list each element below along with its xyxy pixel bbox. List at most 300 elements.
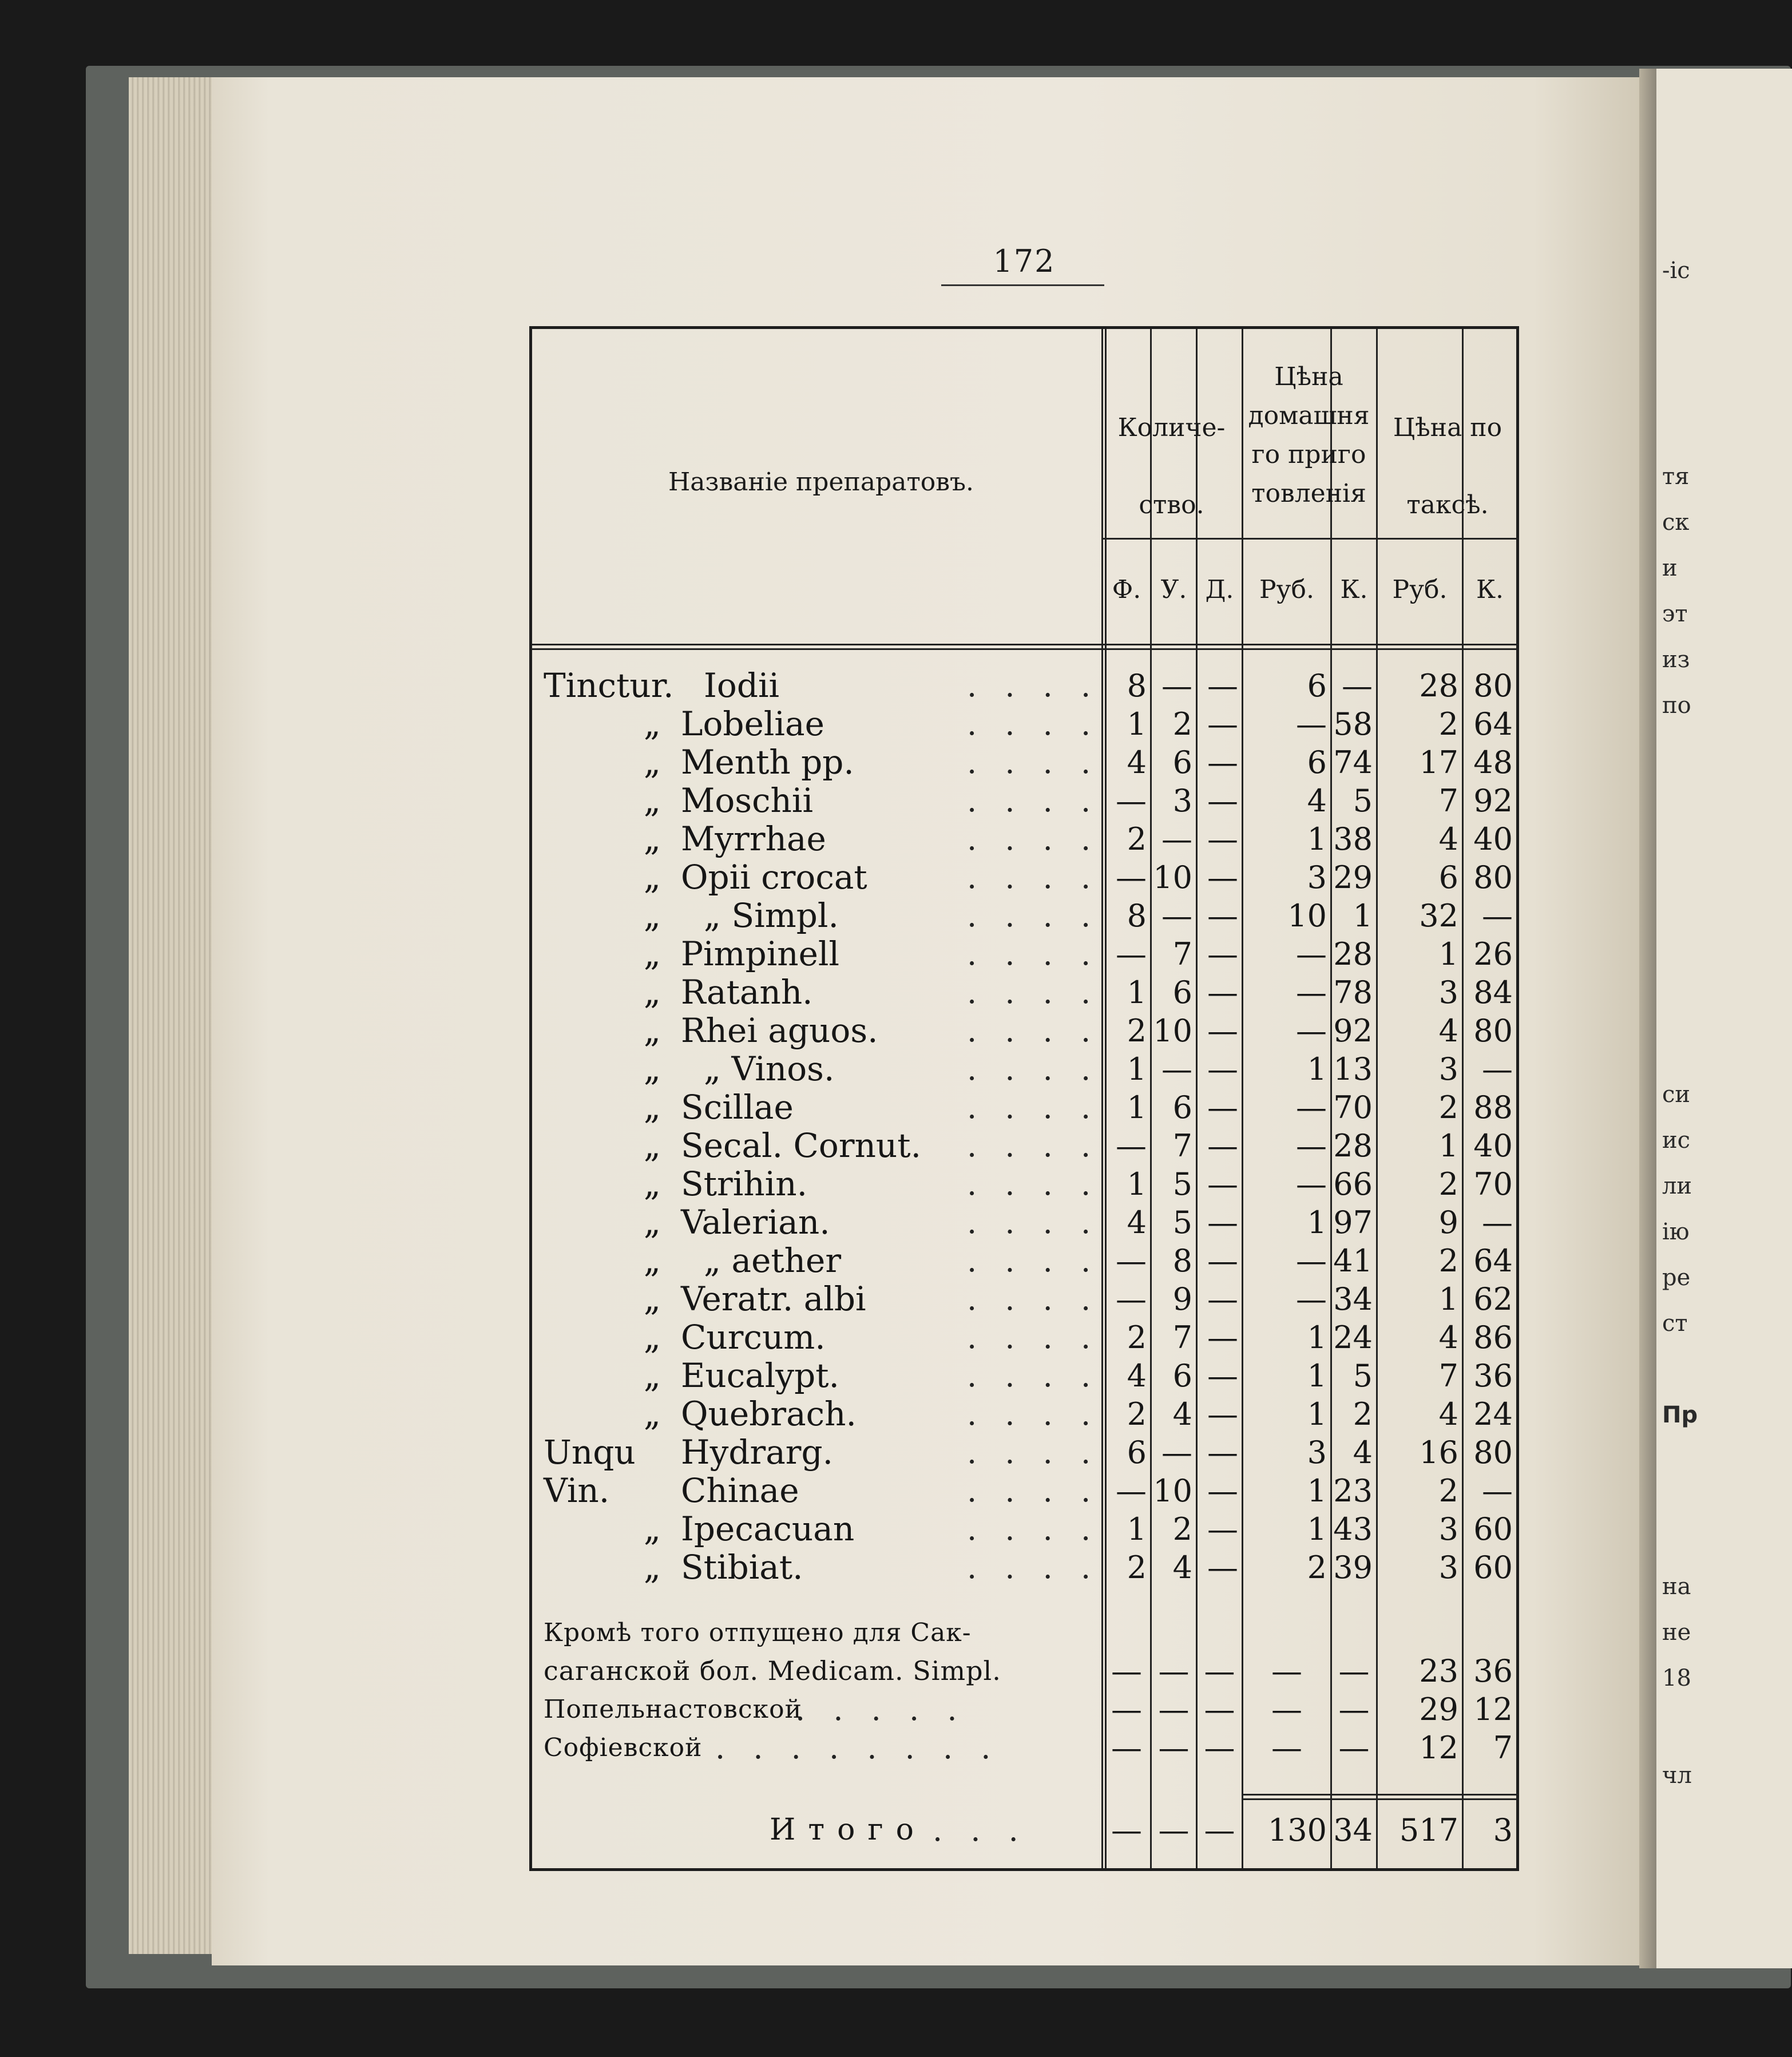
cell-tax-rub: 29 (1419, 1691, 1458, 1727)
cell-tax-kop: — (1482, 1473, 1513, 1509)
cell-u: 10 (1153, 1473, 1192, 1509)
cell-tax-kop: 64 (1473, 1243, 1513, 1279)
cell-home-rub: 4 (1307, 783, 1327, 819)
row-prefix: „ (644, 1126, 661, 1165)
cell-tax-kop: 70 (1473, 1166, 1513, 1202)
adjacent-page-text: эт (1662, 601, 1688, 627)
row-prefix: „ (644, 1279, 661, 1318)
adjacent-page-text: си (1662, 1081, 1691, 1108)
adjacent-page-text: Пр (1662, 1402, 1698, 1428)
table-row: „ Pimpinell . . . . — 7 — — 28 1 26 (532, 935, 1516, 973)
adjacent-page-text: ли (1662, 1173, 1692, 1199)
header-quantity: Количе-ство. (1117, 413, 1226, 520)
table-row: „ „ Simpl. . . . . 8 — — 10 1 32 — (532, 897, 1516, 935)
subheader-tax-rub: Руб. (1392, 575, 1448, 604)
preparations-table (529, 326, 1519, 1871)
cell-tax-rub: 23 (1419, 1653, 1458, 1689)
subheader-home-kop: К. (1340, 575, 1368, 604)
cell-d: — (1207, 1358, 1238, 1394)
cell-home-rub: — (1271, 1730, 1302, 1766)
table-row: Unqu Hydrarg. . . . . 6 — — 3 4 16 80 (532, 1433, 1516, 1472)
row-preparation-name: Secal. Cornut. (681, 1126, 922, 1165)
row-preparation-name: Strihin. (681, 1164, 808, 1203)
page-number-rule (941, 284, 1104, 286)
cell-tax-rub: 9 (1438, 1204, 1458, 1240)
cell-home-rub: 1 (1307, 1473, 1327, 1509)
total-label: Итого (770, 1813, 926, 1847)
table-row: „ Opii crocat . . . . — 10 — 3 29 6 80 (532, 858, 1516, 897)
extra-line-2: саганской бол. Medicam. Simpl. (544, 1655, 1001, 1686)
cell-d: — (1207, 1089, 1238, 1125)
cell-d: — (1207, 783, 1238, 819)
cell-u: — (1161, 1051, 1192, 1087)
cell-home-rub: 1 (1307, 1396, 1327, 1432)
cell-home-kop: 39 (1333, 1549, 1373, 1586)
cell-tax-kop: 36 (1473, 1653, 1513, 1689)
cell-tax-rub: 4 (1438, 1396, 1458, 1432)
cell-home-kop: 24 (1333, 1319, 1373, 1356)
cell-home-kop: 34 (1333, 1281, 1373, 1317)
cell-home-kop: 4 (1353, 1434, 1373, 1471)
cell-f: 2 (1127, 1396, 1147, 1432)
row-prefix: „ (644, 1241, 661, 1280)
cell-home-kop: 70 (1333, 1089, 1373, 1125)
cell-d: — (1207, 821, 1238, 857)
row-preparation-name: Veratr. albi (681, 1279, 866, 1318)
cell-tax-rub: 2 (1438, 1166, 1458, 1202)
adjacent-page-text: не (1662, 1619, 1691, 1646)
table-row: Tinctur. Iodii . . . . 8 — — 6 — 28 80 (532, 667, 1516, 705)
extra-line-3: Попельнастовской (544, 1695, 802, 1724)
total-f: — (1111, 1812, 1142, 1848)
cell-tax-rub: 3 (1438, 974, 1458, 1010)
cell-home-kop: — (1338, 1653, 1370, 1689)
cell-d: — (1204, 1691, 1235, 1727)
cell-f: 6 (1127, 1434, 1147, 1471)
cell-d: — (1207, 1319, 1238, 1356)
cell-home-rub: — (1296, 706, 1327, 742)
cell-home-kop: 78 (1333, 974, 1373, 1010)
total-row: Итого . . . — — — 130 34 517 3 (532, 1811, 1516, 1849)
row-prefix: „ (644, 973, 661, 1012)
cell-d: — (1207, 1511, 1238, 1547)
row-preparation-name: Iodii (704, 666, 780, 705)
cell-home-kop: 28 (1333, 1128, 1373, 1164)
table-row: „ Secal. Cornut. . . . . — 7 — — 28 1 40 (532, 1127, 1516, 1165)
cell-d: — (1207, 1281, 1238, 1317)
row-prefix: „ (644, 1548, 661, 1587)
cell-tax-rub: 1 (1438, 936, 1458, 972)
row-preparation-name: Stibiat. (681, 1548, 803, 1587)
cell-d: — (1207, 706, 1238, 742)
cell-u: — (1158, 1653, 1190, 1689)
cell-tax-kop: 80 (1473, 1434, 1513, 1471)
cell-f: 8 (1127, 668, 1147, 704)
cell-home-kop: — (1338, 1691, 1370, 1727)
cell-tax-rub: 2 (1438, 1243, 1458, 1279)
row-preparation-name: Opii crocat (681, 858, 867, 897)
cell-home-kop: 5 (1353, 1358, 1373, 1394)
cell-tax-kop: 60 (1473, 1549, 1513, 1586)
cell-d: — (1207, 1051, 1238, 1087)
cell-u: — (1158, 1730, 1190, 1766)
cell-u: — (1161, 668, 1192, 704)
cell-u: 9 (1172, 1281, 1192, 1317)
cell-d: — (1204, 1653, 1235, 1689)
cell-home-kop: 29 (1333, 859, 1373, 895)
cell-tax-rub: 28 (1419, 668, 1458, 704)
cell-tax-rub: 3 (1438, 1511, 1458, 1547)
table-row: „ Moschii . . . . — 3 — 4 5 7 92 (532, 782, 1516, 820)
table-row: „ Ratanh. . . . . 1 6 — — 78 3 84 (532, 973, 1516, 1012)
table-row: „ Strihin. . . . . 1 5 — — 66 2 70 (532, 1165, 1516, 1203)
row-prefix: „ (644, 1509, 661, 1548)
cell-u: — (1161, 898, 1192, 934)
cell-home-rub: 1 (1307, 821, 1327, 857)
row-preparation-name: Myrrhae (681, 819, 826, 858)
cell-home-kop: 74 (1333, 744, 1373, 780)
row-prefix: „ (644, 896, 661, 935)
extra-line-4: Софіевской (544, 1733, 703, 1762)
cell-home-kop: 13 (1333, 1051, 1373, 1087)
row-preparation-name: „ Vinos. (704, 1049, 835, 1088)
adjacent-page-text: из (1662, 647, 1690, 673)
cell-u: 2 (1172, 1511, 1192, 1547)
row-prefix: „ (644, 704, 661, 743)
cell-u: 10 (1153, 859, 1192, 895)
extra-row: Софіевской . . . . . . . . — — — — — 12 7 (532, 1729, 1516, 1767)
table-row: „ „ aether . . . . — 8 — — 41 2 64 (532, 1242, 1516, 1280)
cell-d: — (1207, 974, 1238, 1010)
cell-f: — (1116, 1128, 1147, 1164)
row-preparation-name: Quebrach. (681, 1394, 857, 1433)
adjacent-page-text: чл (1662, 1762, 1692, 1789)
row-prefix: Vin. (544, 1471, 610, 1510)
extra-row (532, 1614, 1516, 1652)
table-row: „ Quebrach. . . . . 2 4 — 1 2 4 24 (532, 1395, 1516, 1433)
cell-f: — (1116, 936, 1147, 972)
cell-home-rub: — (1296, 1089, 1327, 1125)
cell-tax-rub: 2 (1438, 706, 1458, 742)
table-row: „ „ Vinos. . . . . 1 — — 1 13 3 — (532, 1050, 1516, 1088)
cell-f: 1 (1127, 1089, 1147, 1125)
subheader-funt: Ф. (1112, 575, 1141, 604)
cell-f: 2 (1127, 1549, 1147, 1586)
cell-home-kop: 66 (1333, 1166, 1373, 1202)
cell-d: — (1207, 668, 1238, 704)
row-preparation-name: Rhei aguos. (681, 1011, 878, 1050)
row-prefix: Unqu (544, 1433, 636, 1472)
row-prefix: Tinctur. (544, 666, 674, 705)
cell-u: — (1158, 1691, 1190, 1727)
cell-home-rub: — (1296, 936, 1327, 972)
table-row: „ Menth pp. . . . . 4 6 — 6 74 17 48 (532, 743, 1516, 782)
cell-home-kop: — (1338, 1730, 1370, 1766)
cell-f: — (1116, 1281, 1147, 1317)
cell-tax-kop: — (1482, 1051, 1513, 1087)
cell-tax-rub: 12 (1419, 1730, 1458, 1766)
cell-tax-kop: 60 (1473, 1511, 1513, 1547)
row-prefix: „ (644, 1049, 661, 1088)
cell-home-kop: — (1342, 668, 1373, 704)
page-number: 172 (993, 243, 1056, 279)
table-row: „ Veratr. albi . . . . — 9 — — 34 1 62 (532, 1280, 1516, 1318)
cell-home-rub: — (1271, 1691, 1302, 1727)
row-preparation-name: Lobeliae (681, 704, 824, 743)
row-preparation-name: Menth pp. (681, 743, 854, 782)
total-u: — (1158, 1812, 1190, 1848)
table-row: „ Valerian. . . . . 4 5 — 1 97 9 — (532, 1203, 1516, 1242)
cell-d: — (1207, 1243, 1238, 1279)
cell-home-rub: 3 (1307, 859, 1327, 895)
cell-tax-kop: 80 (1473, 1013, 1513, 1049)
cell-tax-kop: 92 (1473, 783, 1513, 819)
cell-home-kop: 41 (1333, 1243, 1373, 1279)
extra-row (532, 1652, 1516, 1690)
adjacent-page-text: -іс (1662, 257, 1690, 284)
cell-home-rub: 1 (1307, 1051, 1327, 1087)
cell-home-kop: 58 (1333, 706, 1373, 742)
cell-f: 1 (1127, 1051, 1147, 1087)
cell-d: — (1207, 1166, 1238, 1202)
cell-home-kop: 92 (1333, 1013, 1373, 1049)
adjacent-page-text: и (1662, 555, 1678, 581)
cell-d: — (1207, 859, 1238, 895)
row-preparation-name: Scillae (681, 1088, 794, 1127)
cell-tax-kop: 80 (1473, 668, 1513, 704)
cell-tax-rub: 4 (1438, 821, 1458, 857)
total-tax-kop: 3 (1493, 1812, 1513, 1848)
cell-tax-kop: — (1482, 898, 1513, 934)
row-prefix: „ (644, 858, 661, 897)
cell-f: 2 (1127, 1013, 1147, 1049)
cell-f: 4 (1127, 1358, 1147, 1394)
cell-u: 6 (1172, 1089, 1192, 1125)
row-prefix: „ (644, 1203, 661, 1242)
cell-f: — (1116, 783, 1147, 819)
row-prefix: „ (644, 1088, 661, 1127)
header-rule (532, 644, 1519, 645)
row-preparation-name: Moschii (681, 781, 814, 820)
cell-home-rub: 6 (1307, 744, 1327, 780)
row-preparation-name: Curcum. (681, 1318, 826, 1357)
table-row: „ Ipecacuan . . . . 1 2 — 1 43 3 60 (532, 1510, 1516, 1548)
cell-tax-rub: 17 (1419, 744, 1458, 780)
row-preparation-name: Ipecacuan (681, 1509, 855, 1548)
row-prefix: „ (644, 1394, 661, 1433)
row-prefix: „ (644, 934, 661, 973)
cell-f: 1 (1127, 1511, 1147, 1547)
cell-tax-kop: 24 (1473, 1396, 1513, 1432)
cell-u: 7 (1172, 936, 1192, 972)
cell-home-rub: — (1296, 1128, 1327, 1164)
total-rule (1242, 1794, 1519, 1796)
row-prefix: „ (644, 743, 661, 782)
cell-tax-kop: 12 (1473, 1691, 1513, 1727)
subheader-untsiya: У. (1160, 575, 1187, 604)
cell-u: 6 (1172, 744, 1192, 780)
cell-f: 1 (1127, 1166, 1147, 1202)
adjacent-page-text: ст (1662, 1310, 1688, 1337)
adjacent-page-text: тя (1662, 463, 1690, 490)
cell-tax-rub: 6 (1438, 859, 1458, 895)
cell-d: — (1207, 1013, 1238, 1049)
table-row: „ Stibiat. . . . . 2 4 — 2 39 3 60 (532, 1548, 1516, 1587)
cell-d: — (1207, 898, 1238, 934)
cell-d: — (1207, 1128, 1238, 1164)
cell-home-rub: — (1271, 1653, 1302, 1689)
total-home-rub: 130 (1267, 1812, 1327, 1848)
header-tax-price: Цѣна по таксѣ. (1393, 413, 1502, 520)
cell-d: — (1204, 1730, 1235, 1766)
cell-tax-rub: 4 (1438, 1319, 1458, 1356)
cell-tax-rub: 1 (1438, 1281, 1458, 1317)
row-prefix: „ (644, 1164, 661, 1203)
cell-f: 2 (1127, 1319, 1147, 1356)
cell-d: — (1207, 1549, 1238, 1586)
cell-d: — (1207, 1204, 1238, 1240)
cell-tax-kop: 86 (1473, 1319, 1513, 1356)
cell-tax-kop: 84 (1473, 974, 1513, 1010)
subheader-drakhma: Д. (1205, 575, 1234, 604)
cell-f: — (1116, 1473, 1147, 1509)
adjacent-page-text: ис (1662, 1127, 1691, 1154)
cell-u: 3 (1172, 783, 1192, 819)
cell-u: 7 (1172, 1319, 1192, 1356)
cell-home-kop: 1 (1353, 898, 1373, 934)
cell-home-rub: — (1296, 1243, 1327, 1279)
total-d: — (1204, 1812, 1235, 1848)
header-name: Названіе препаратовъ. (668, 467, 974, 497)
adjacent-page-text: ію (1662, 1219, 1690, 1245)
cell-f: 2 (1127, 821, 1147, 857)
cell-tax-rub: 3 (1438, 1549, 1458, 1586)
cell-tax-kop: 64 (1473, 706, 1513, 742)
cell-tax-kop: 80 (1473, 859, 1513, 895)
subheader-home-rub: Руб. (1259, 575, 1314, 604)
cell-f: — (1111, 1691, 1142, 1727)
cell-home-kop: 28 (1333, 936, 1373, 972)
subheader-tax-kop: К. (1476, 575, 1504, 604)
table-row: „ Eucalypt. . . . . 4 6 — 1 5 7 36 (532, 1357, 1516, 1395)
cell-f: — (1116, 859, 1147, 895)
row-prefix: „ (644, 819, 661, 858)
adjacent-page-fragment (1656, 69, 1792, 1968)
cell-u: 7 (1172, 1128, 1192, 1164)
cell-home-kop: 5 (1353, 783, 1373, 819)
row-preparation-name: Ratanh. (681, 973, 813, 1012)
cell-u: — (1161, 1434, 1192, 1471)
cell-u: 5 (1172, 1204, 1192, 1240)
cell-tax-kop: 7 (1493, 1730, 1513, 1766)
cell-home-rub: — (1296, 1166, 1327, 1202)
cell-tax-rub: 2 (1438, 1089, 1458, 1125)
cell-tax-rub: 7 (1438, 1358, 1458, 1394)
total-tax-rub: 517 (1399, 1812, 1458, 1848)
extra-line-1: Кромѣ того отпущено для Сак- (544, 1618, 972, 1647)
cell-home-kop: 2 (1353, 1396, 1373, 1432)
cell-tax-kop: 40 (1473, 821, 1513, 857)
cell-f: 1 (1127, 974, 1147, 1010)
cell-d: — (1207, 744, 1238, 780)
cell-u: 8 (1172, 1243, 1192, 1279)
cell-f: — (1116, 1243, 1147, 1279)
cell-tax-rub: 7 (1438, 783, 1458, 819)
cell-u: 4 (1172, 1549, 1192, 1586)
cell-f: 4 (1127, 1204, 1147, 1240)
total-rule (1242, 1798, 1519, 1800)
total-home-kop: 34 (1333, 1812, 1373, 1848)
cell-f: 1 (1127, 706, 1147, 742)
cell-tax-kop: — (1482, 1204, 1513, 1240)
cell-f: 8 (1127, 898, 1147, 934)
extra-row: Попельнастовской . . . . . — — — — — 29 12 (532, 1690, 1516, 1729)
adjacent-page-text: ре (1662, 1265, 1691, 1291)
cell-home-rub: 1 (1307, 1319, 1327, 1356)
row-prefix: „ (644, 781, 661, 820)
cell-d: — (1207, 936, 1238, 972)
table-row: „ Scillae . . . . 1 6 — — 70 2 88 (532, 1088, 1516, 1127)
cell-u: 4 (1172, 1396, 1192, 1432)
cell-tax-rub: 3 (1438, 1051, 1458, 1087)
cell-home-rub: 6 (1307, 668, 1327, 704)
cell-home-rub: 1 (1307, 1358, 1327, 1394)
cell-tax-rub: 4 (1438, 1013, 1458, 1049)
cell-home-rub: — (1296, 974, 1327, 1010)
cell-tax-rub: 1 (1438, 1128, 1458, 1164)
cell-d: — (1207, 1473, 1238, 1509)
cell-tax-rub: 2 (1438, 1473, 1458, 1509)
table-row: „ Lobeliae . . . . 1 2 — — 58 2 64 (532, 705, 1516, 743)
cell-home-kop: 97 (1333, 1204, 1373, 1240)
row-prefix: „ (644, 1318, 661, 1357)
row-preparation-name: Valerian. (681, 1203, 830, 1242)
cell-home-rub: 1 (1307, 1511, 1327, 1547)
cell-tax-rub: 32 (1419, 898, 1458, 934)
adjacent-page-text: ск (1662, 509, 1690, 536)
cell-home-kop: 38 (1333, 821, 1373, 857)
row-preparation-name: Chinae (681, 1471, 799, 1510)
row-preparation-name: Eucalypt. (681, 1356, 839, 1395)
cell-tax-kop: 88 (1473, 1089, 1513, 1125)
row-preparation-name: Pimpinell (681, 934, 840, 973)
cell-home-rub: 10 (1287, 898, 1327, 934)
cell-home-kop: 43 (1333, 1511, 1373, 1547)
cell-tax-kop: 48 (1473, 744, 1513, 780)
cell-tax-kop: 62 (1473, 1281, 1513, 1317)
cell-home-rub: 2 (1307, 1549, 1327, 1586)
row-preparation-name: Hydrarg. (681, 1433, 834, 1472)
row-preparation-name: „ aether (704, 1241, 842, 1280)
row-prefix: „ (644, 1011, 661, 1050)
cell-home-rub: 3 (1307, 1434, 1327, 1471)
row-prefix: „ (644, 1356, 661, 1395)
cell-f: 4 (1127, 744, 1147, 780)
cell-tax-rub: 16 (1419, 1434, 1458, 1471)
cell-d: — (1207, 1396, 1238, 1432)
table-row: „ Curcum. . . . . 2 7 — 1 24 4 86 (532, 1318, 1516, 1357)
header-home-price: Цѣна домашня го приго товленія (1248, 362, 1370, 508)
cell-tax-kop: 40 (1473, 1128, 1513, 1164)
adjacent-page-text: 18 (1662, 1665, 1691, 1691)
cell-home-rub: 1 (1307, 1204, 1327, 1240)
cell-f: — (1111, 1653, 1142, 1689)
cell-u: 6 (1172, 1358, 1192, 1394)
adjacent-page-text: на (1662, 1574, 1691, 1600)
row-preparation-name: „ Simpl. (704, 896, 839, 935)
cell-u: 5 (1172, 1166, 1192, 1202)
cell-u: — (1161, 821, 1192, 857)
